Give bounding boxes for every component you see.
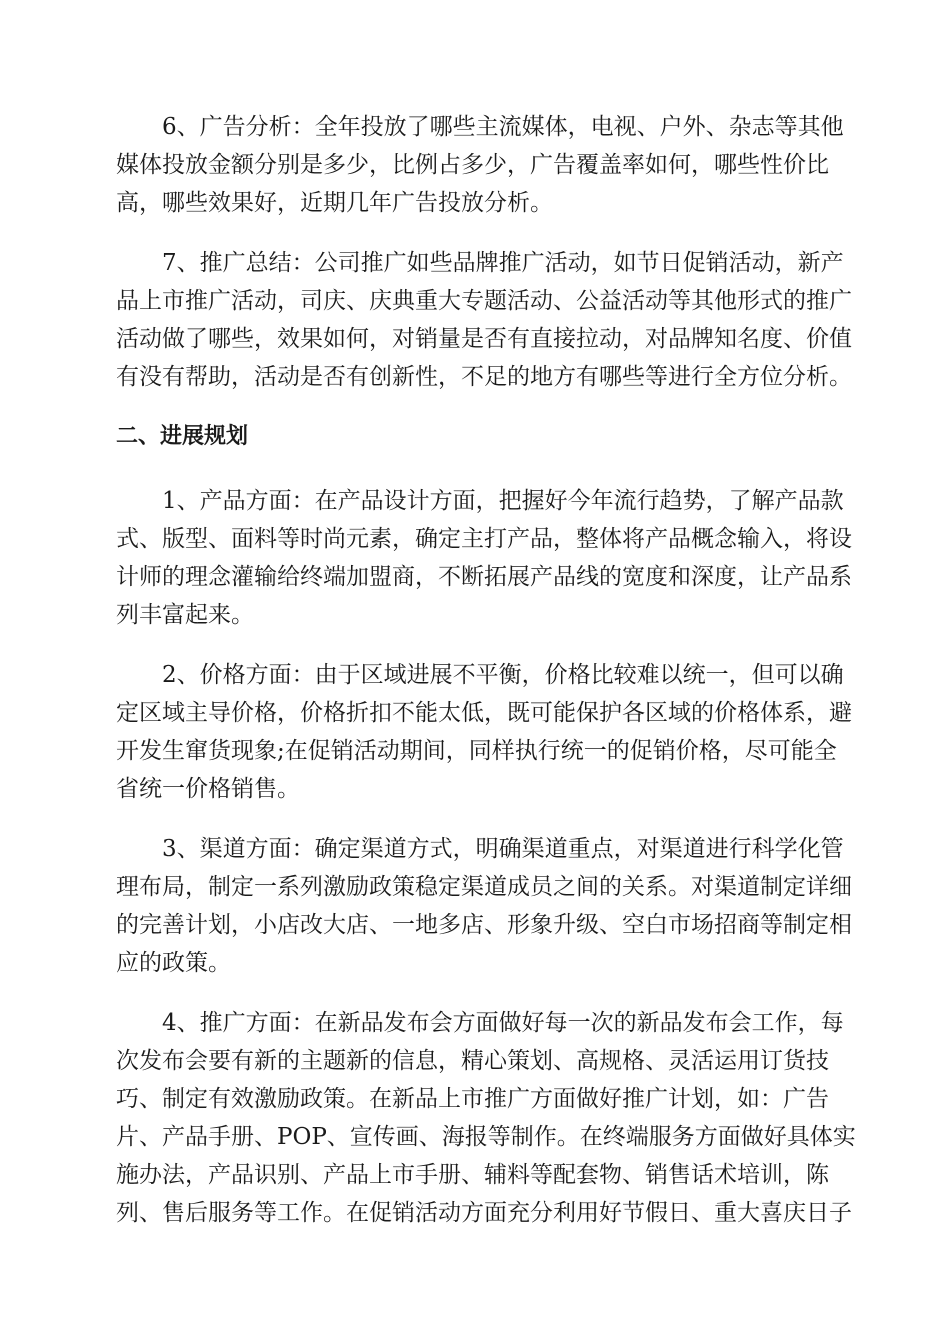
- text-line: 理布局，制定一系列激励政策稳定渠道成员之间的关系。对渠道制定详细: [116, 874, 852, 900]
- text-line: 施办法，产品识别、产品上市手册、辅料等配套物、销售话术培训，陈: [116, 1162, 829, 1188]
- text-line: 定区域主导价格，价格折扣不能太低，既可能保护各区域的价格体系，避: [116, 700, 852, 726]
- text-line: 4、推广方面：在新品发布会方面做好每一次的新品发布会工作，每: [162, 1010, 844, 1036]
- text-line: 列丰富起来。: [116, 602, 254, 628]
- text-line: 次发布会要有新的主题新的信息，精心策划、高规格、灵活运用订货技: [116, 1048, 829, 1074]
- paragraph-promotion: [116, 1004, 856, 1232]
- paragraph-channel: [116, 830, 852, 982]
- text-line: 开发生窜货现象;在促销活动期间，同样执行统一的促销价格，尽可能全: [116, 738, 837, 764]
- text-line: 巧、制定有效激励政策。在新品上市推广方面做好推广计划，如：广告: [116, 1086, 829, 1112]
- text-line: 列、售后服务等工作。在促销活动方面充分利用好节假日、重大喜庆日子: [116, 1200, 852, 1226]
- text-line: 式、版型、面料等时尚元素，确定主打产品，整体将产品概念输入，将设: [116, 526, 852, 552]
- text-line: 7、推广总结：公司推广如些品牌推广活动，如节日促销活动，新产: [162, 250, 844, 276]
- paragraph-price: [116, 656, 852, 808]
- paragraph-product: [116, 482, 852, 634]
- text-line: 品上市推广活动，司庆、庆典重大专题活动、公益活动等其他形式的推广: [116, 288, 852, 314]
- text-line: 的完善计划，小店改大店、一地多店、形象升级、空白市场招商等制定相: [116, 912, 852, 938]
- paragraph-promotion-summary: [116, 244, 852, 396]
- text-line: 省统一价格销售。: [116, 776, 300, 802]
- text-line: 1、产品方面：在产品设计方面，把握好今年流行趋势，了解产品款: [162, 488, 844, 514]
- text-line: 计师的理念灌输给终端加盟商，不断拓展产品线的宽度和深度，让产品系: [116, 564, 852, 590]
- text-line: 2、价格方面：由于区域进展不平衡，价格比较难以统一，但可以确: [162, 662, 844, 688]
- text-line: 片、产品手册、POP、宣传画、海报等制作。在终端服务方面做好具体实: [116, 1124, 856, 1150]
- text-line: 活动做了哪些，效果如何，对销量是否有直接拉动，对品牌知名度、价值: [116, 326, 852, 352]
- section-heading: 二、进展规划: [116, 424, 249, 449]
- paragraph-ad-analysis: [116, 108, 844, 222]
- text-line: 有没有帮助，活动是否有创新性，不足的地方有哪些等进行全方位分析。: [116, 364, 852, 390]
- text-line: 高，哪些效果好，近期几年广告投放分析。: [116, 190, 553, 216]
- text-line: 6、广告分析：全年投放了哪些主流媒体，电视、户外、杂志等其他: [162, 114, 844, 140]
- text-line: 媒体投放金额分别是多少，比例占多少，广告覆盖率如何，哪些性价比: [116, 152, 829, 178]
- text-line: 3、渠道方面：确定渠道方式，明确渠道重点，对渠道进行科学化管: [162, 836, 844, 862]
- text-line: 应的政策。: [116, 950, 231, 976]
- document-page: [116, 108, 856, 1254]
